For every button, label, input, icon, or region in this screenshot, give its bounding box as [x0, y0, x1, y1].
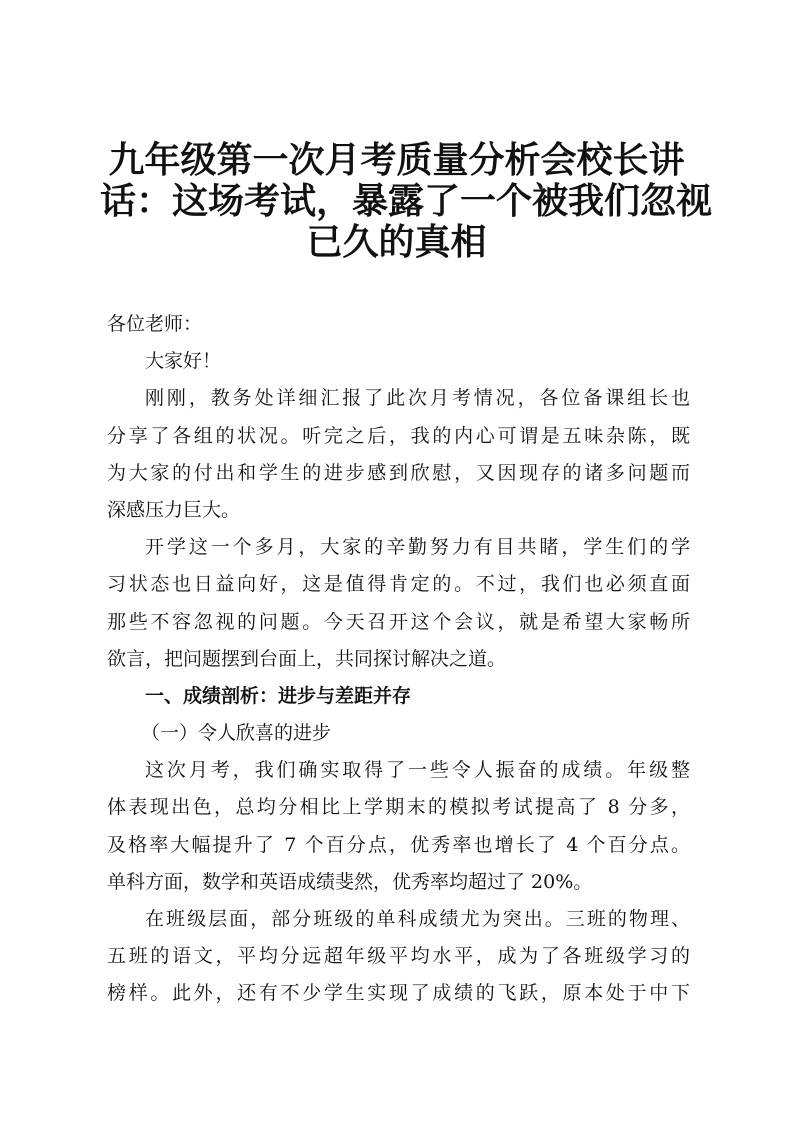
text-line: 体表现出色，总均分相比上学期末的模拟考试提高了 8 分多，: [107, 796, 690, 819]
text-line: 五班的语文，平均分远超年级平均水平，成为了各班级学习的: [107, 945, 690, 968]
text-line: 分享了各组的状况。听完之后，我的内心可谓是五味杂陈，既: [107, 424, 690, 447]
subsection-heading: （一）令人欣喜的进步: [141, 722, 332, 745]
paragraph-1: [107, 380, 690, 529]
text-line: 这次月考，我们确实取得了一些令人振奋的成绩。年级整: [145, 759, 690, 782]
text-line: 深感压力巨大。: [107, 498, 241, 521]
paragraph-4: [107, 901, 690, 1013]
paragraph-3: [107, 752, 690, 901]
salutation: 各位老师：: [107, 313, 203, 335]
text-line: 及格率大幅提升了 7 个百分点，优秀率也增长了 4 个百分点。: [107, 833, 690, 856]
text-line: 单科方面，数学和英语成绩斐然，优秀率均超过了 20%。: [107, 870, 593, 893]
text-line: 榜样。此外，还有不少学生实现了成绩的飞跃，原本处于中下: [107, 982, 690, 1005]
title-line: 九年级第一次月考质量分析会校长讲: [108, 140, 685, 181]
paragraph-2: [107, 529, 690, 678]
text-line: 那些不容忽视的问题。今天召开这个会议，就是希望大家畅所: [107, 610, 690, 633]
text-line: 开学这一个多月，大家的辛勤努力有目共睹，学生们的学: [145, 536, 690, 559]
title-line: 话：这场考试，暴露了一个被我们忽视: [100, 181, 713, 222]
text-line: 在班级层面，部分班级的单科成绩尤为突出。三班的物理、: [145, 908, 690, 930]
document-title: [100, 140, 713, 263]
text-line: 为大家的付出和学生的进步感到欣慰，又因现存的诸多问题而: [107, 461, 690, 484]
greeting: 大家好！: [145, 350, 222, 373]
text-line: 刚刚，教务处详细汇报了此次月考情况，各位备课组长也: [145, 387, 690, 410]
section-heading: 一、成绩剖析：进步与差距并存: [145, 684, 412, 707]
text-line: 欲言，把问题摆到台面上，共同探讨解决之道。: [107, 647, 507, 670]
title-line: 已久的真相: [306, 222, 487, 263]
document-body: [107, 306, 690, 1013]
text-line: 习状态也日益向好，这是值得肯定的。不过，我们也必须直面: [107, 573, 690, 596]
